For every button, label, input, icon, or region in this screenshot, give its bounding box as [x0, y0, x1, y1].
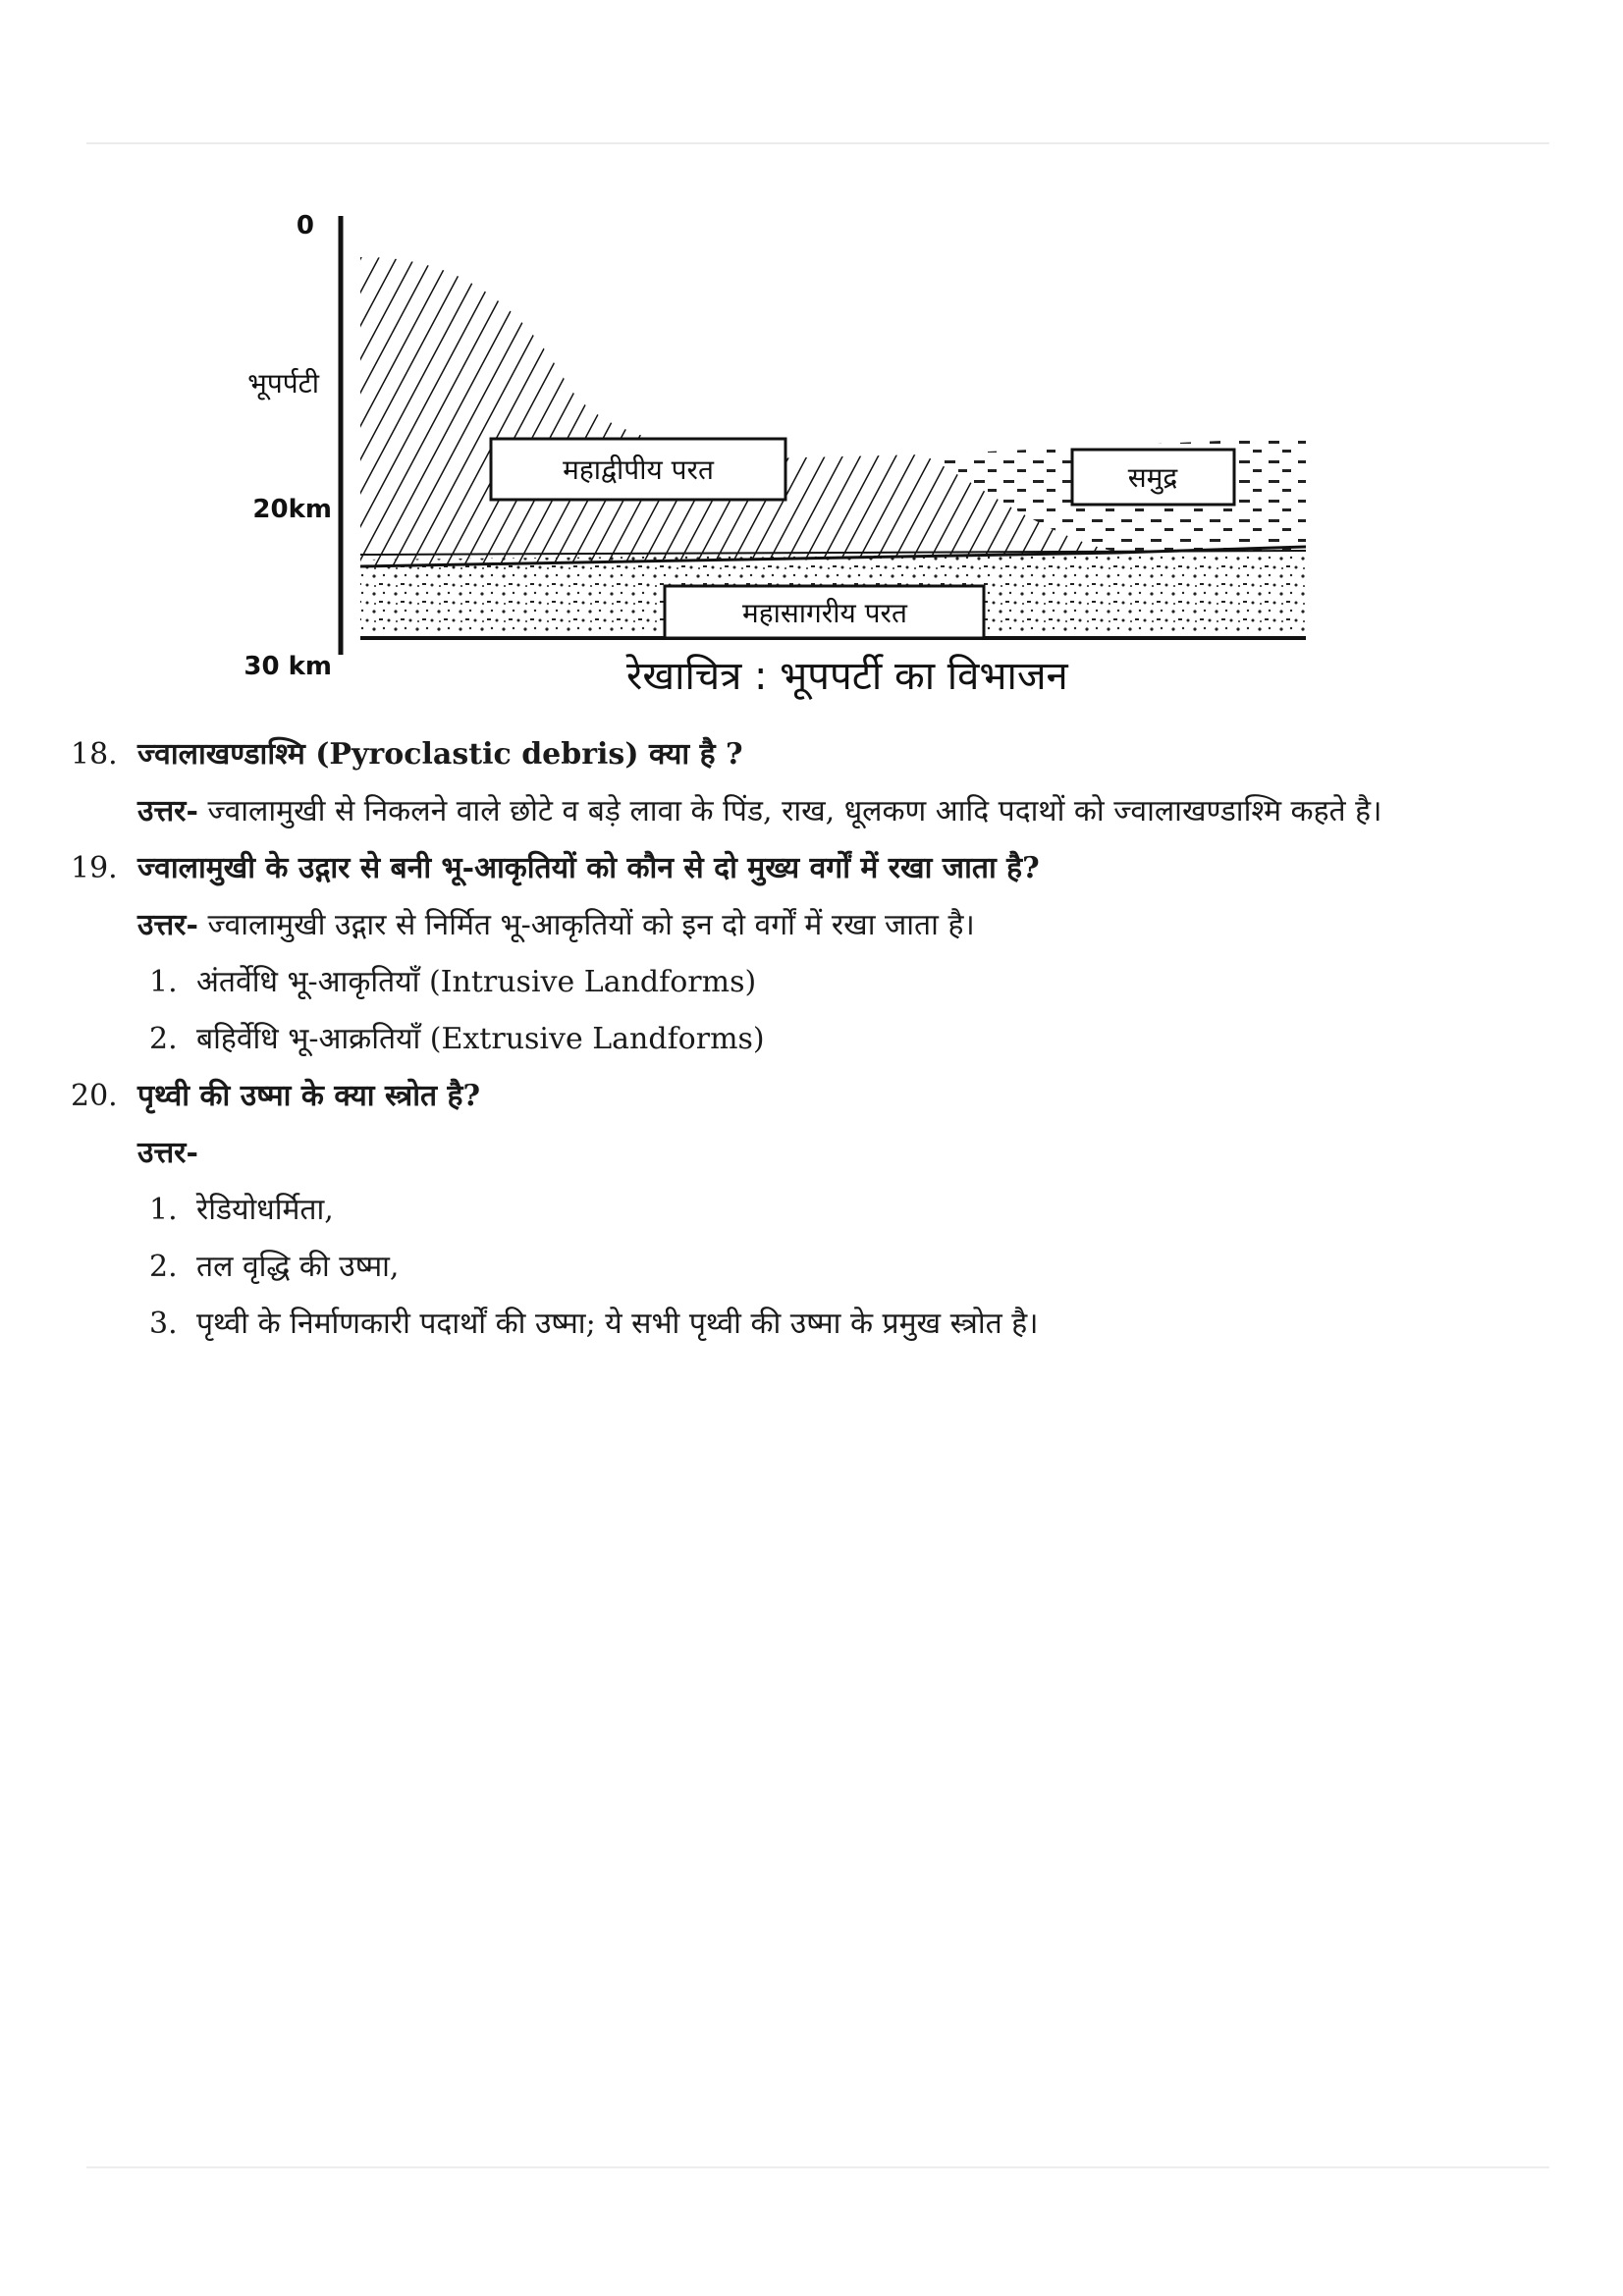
depth-label-30km: 30 km	[243, 652, 332, 681]
question-text: ज्वालाखण्डाश्मि (Pyroclastic debris) क्या है ?	[137, 737, 743, 772]
crust-diagram	[177, 201, 1325, 712]
figure-caption: रेखाचित्र : भूपपर्टी का विभाजन	[626, 654, 1068, 699]
item-number: 2.	[149, 1022, 178, 1056]
continental-layer-label: महाद्वीपीय परत	[563, 454, 714, 486]
answer-text: ज्वालामुखी से निकलने वाले छोटे व बड़े लावा के पिंड, राख, धूलकण आदि पदाथों को ज्वालाखण्डाश्मि कहते है।	[197, 794, 1382, 828]
answer-19-items	[71, 954, 1543, 1068]
ocean-label: समुद्र	[1127, 461, 1178, 494]
header-rule	[86, 142, 1549, 144]
answer-text: ज्वालामुखी उद्गार से निर्मित भू-आकृतियों को इन दो वर्गों में रखा जाता है।	[197, 908, 975, 942]
depth-label-20km: 20km	[252, 495, 332, 524]
depth-label-0: 0	[296, 211, 314, 240]
question-text: ज्वालामुखी के उद्गार से बनी भू-आकृतियों को कौन से दो मुख्य वर्गों में रखा जाता है?	[137, 851, 1040, 885]
item-text: पृथ्वी के निर्माणकारी पदार्थों की उष्मा; ये सभी पृथ्वी की उष्मा के प्रमुख स्त्रोत है।	[196, 1307, 1039, 1341]
question-18	[71, 726, 1543, 783]
item-text: अंतर्वेधि भू-आकृतियाँ (Intrusive Landforms)	[196, 965, 757, 999]
footer-rule	[86, 2166, 1549, 2168]
oceanic-layer-label: महासागरीय परत	[742, 597, 907, 629]
item-text: तल वृद्धि की उष्मा,	[196, 1250, 400, 1284]
question-text: पृथ्वी की उष्मा के क्या स्त्रोत है?	[137, 1079, 481, 1113]
answer-label: उत्तर-	[137, 908, 198, 942]
question-answer-list	[71, 726, 1543, 1353]
list-item	[149, 1296, 1543, 1353]
item-number: 1.	[149, 965, 178, 999]
answer-19	[71, 897, 1543, 954]
item-text: रेडियोधर्मिता,	[196, 1193, 334, 1227]
answer-18	[71, 783, 1543, 840]
continental-layer	[360, 257, 1119, 566]
question-number: 19.	[71, 851, 118, 885]
list-item	[149, 1239, 1543, 1296]
item-text: बहिर्वेधि भू-आक्रतियाँ (Extrusive Landforms)	[196, 1022, 765, 1056]
question-number: 18.	[71, 737, 118, 772]
list-item	[149, 1011, 1543, 1068]
answer-label: उत्तर-	[137, 794, 198, 828]
item-number: 1.	[149, 1193, 178, 1227]
answer-20-items	[71, 1182, 1543, 1353]
question-19	[71, 840, 1543, 897]
question-number: 20.	[71, 1079, 118, 1113]
answer-20	[71, 1125, 1543, 1182]
list-item	[149, 1182, 1543, 1239]
item-number: 3.	[149, 1307, 178, 1341]
crust-diagram-svg	[177, 201, 1325, 712]
question-20	[71, 1068, 1543, 1125]
list-item	[149, 954, 1543, 1011]
answer-label: उत्तर-	[137, 1136, 198, 1170]
crust-axis-label: भूपर्पटी	[247, 367, 319, 400]
item-number: 2.	[149, 1250, 178, 1284]
